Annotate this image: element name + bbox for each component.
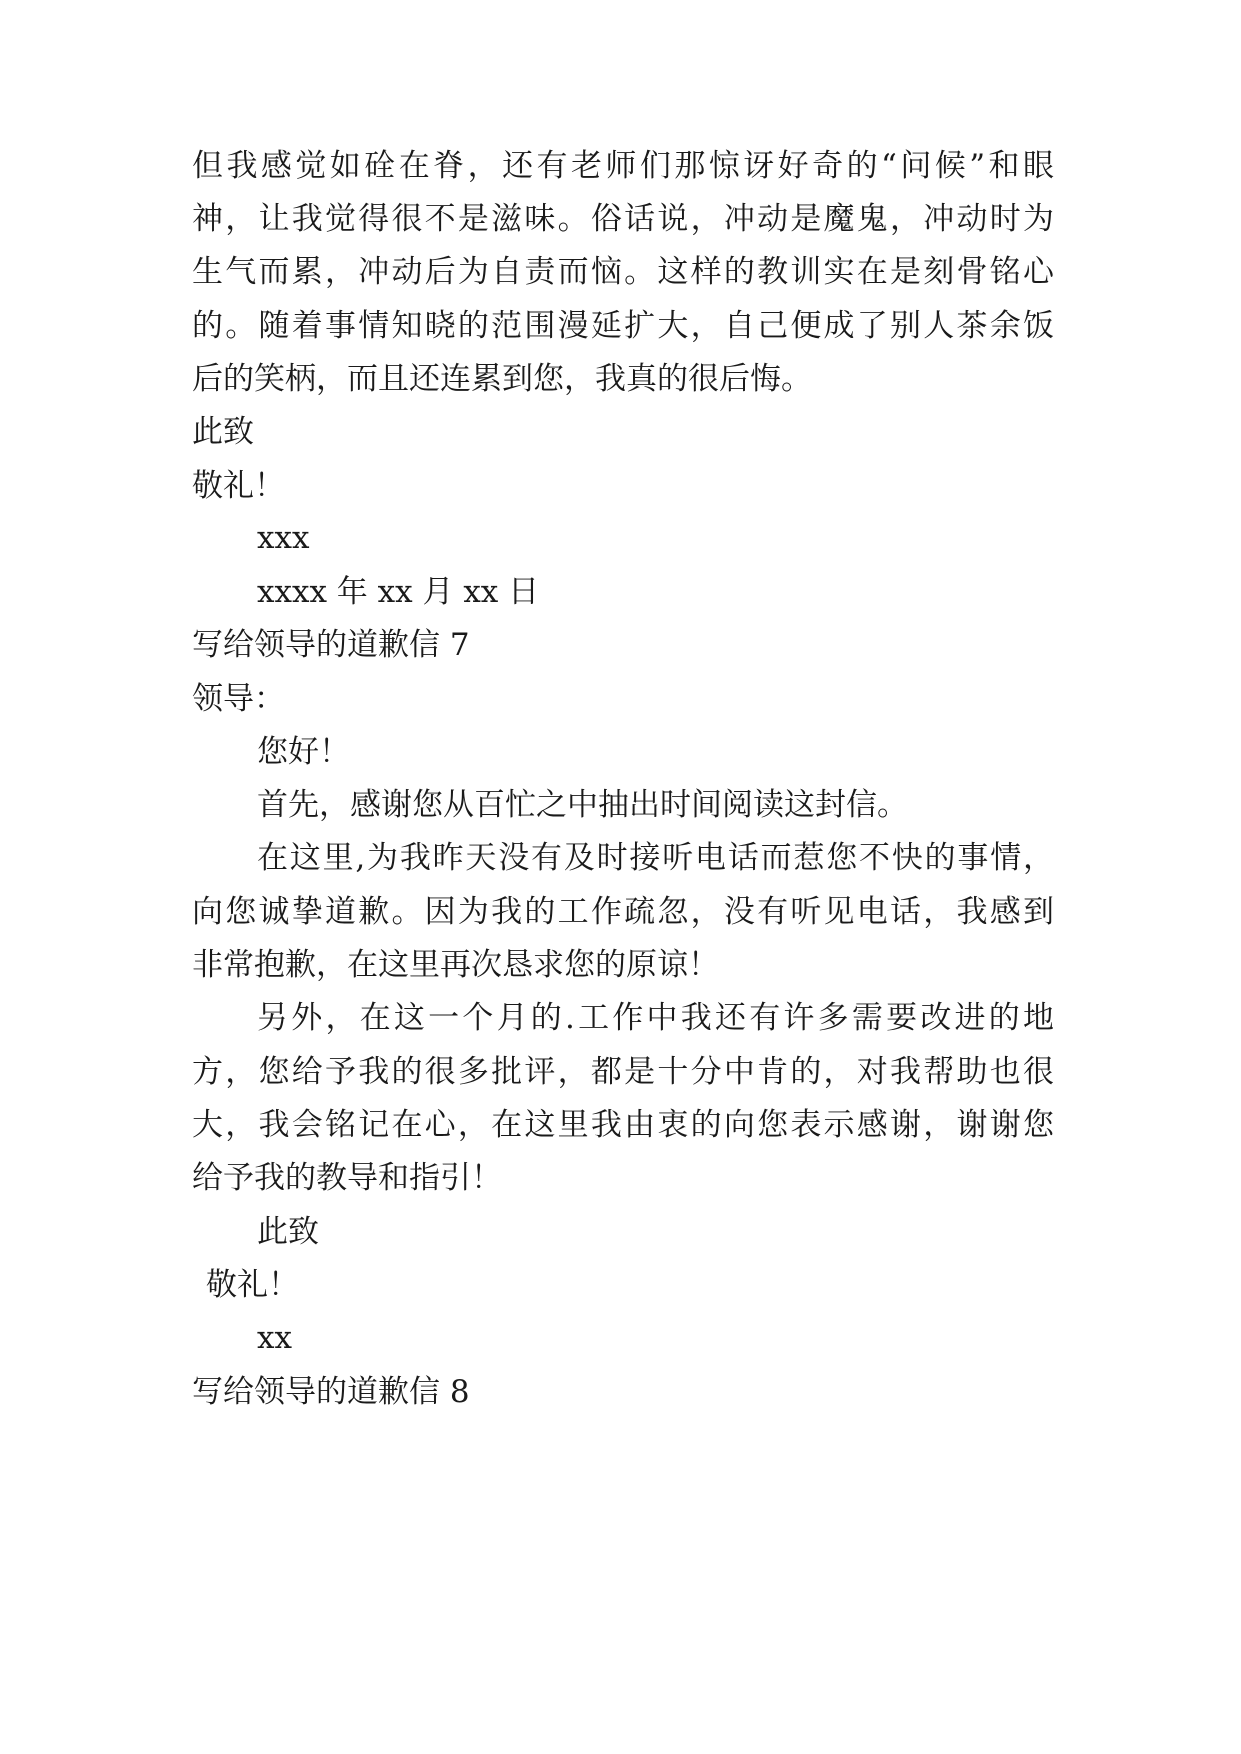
closing-phrase: 此致	[192, 414, 254, 450]
signature: xxx	[257, 520, 310, 556]
paragraph-line: 的。随着事情知晓的范围漫延扩大，自己便成了别人茶余饭	[192, 308, 1054, 344]
paragraph-line: 另外，在这一个月的.工作中我还有许多需要改进的地	[257, 1000, 1054, 1036]
salutation: 敬礼！	[206, 1267, 299, 1303]
paragraph-line: 方，您给予我的很多批评，都是十分中肯的，对我帮助也很	[192, 1054, 1054, 1090]
signature: xx	[257, 1320, 292, 1356]
paragraph-line: 非常抱歉，在这里再次恳求您的原谅！	[192, 947, 719, 983]
closing-phrase: 此致	[257, 1214, 319, 1250]
paragraph-line: 生气而累，冲动后为自责而恼。这样的教训实在是刻骨铭心	[192, 254, 1054, 290]
date-line: xxxx 年 xx 月 xx 日	[257, 574, 540, 610]
recipient-line: 领导：	[192, 681, 285, 717]
greeting-line: 您好！	[257, 734, 350, 770]
paragraph-line: 给予我的教导和指引！	[192, 1160, 502, 1196]
paragraph-line: 但我感觉如硂在脊，还有老师们那惊讶好奇的“问候”和眼	[192, 148, 1054, 184]
paragraph-line: 后的笑柄，而且还连累到您，我真的很后悔。	[192, 361, 812, 397]
paragraph-line: 神，让我觉得很不是滋味。俗话说，冲动是魔鬼，冲动时为	[192, 201, 1054, 237]
section-heading: 写给领导的道歉信 8	[192, 1374, 470, 1410]
section-heading: 写给领导的道歉信 7	[192, 627, 470, 663]
salutation: 敬礼！	[192, 468, 285, 504]
paragraph-line: 首先，感谢您从百忙之中抽出时间阅读这封信。	[257, 787, 908, 823]
paragraph-line: 大，我会铭记在心，在这里我由衷的向您表示感谢，谢谢您	[192, 1107, 1054, 1143]
paragraph-line: 在这里,为我昨天没有及时接听电话而惹您不快的事情，	[257, 840, 1054, 876]
paragraph-line: 向您诚挚道歉。因为我的工作疏忽，没有听见电话，我感到	[192, 894, 1054, 930]
